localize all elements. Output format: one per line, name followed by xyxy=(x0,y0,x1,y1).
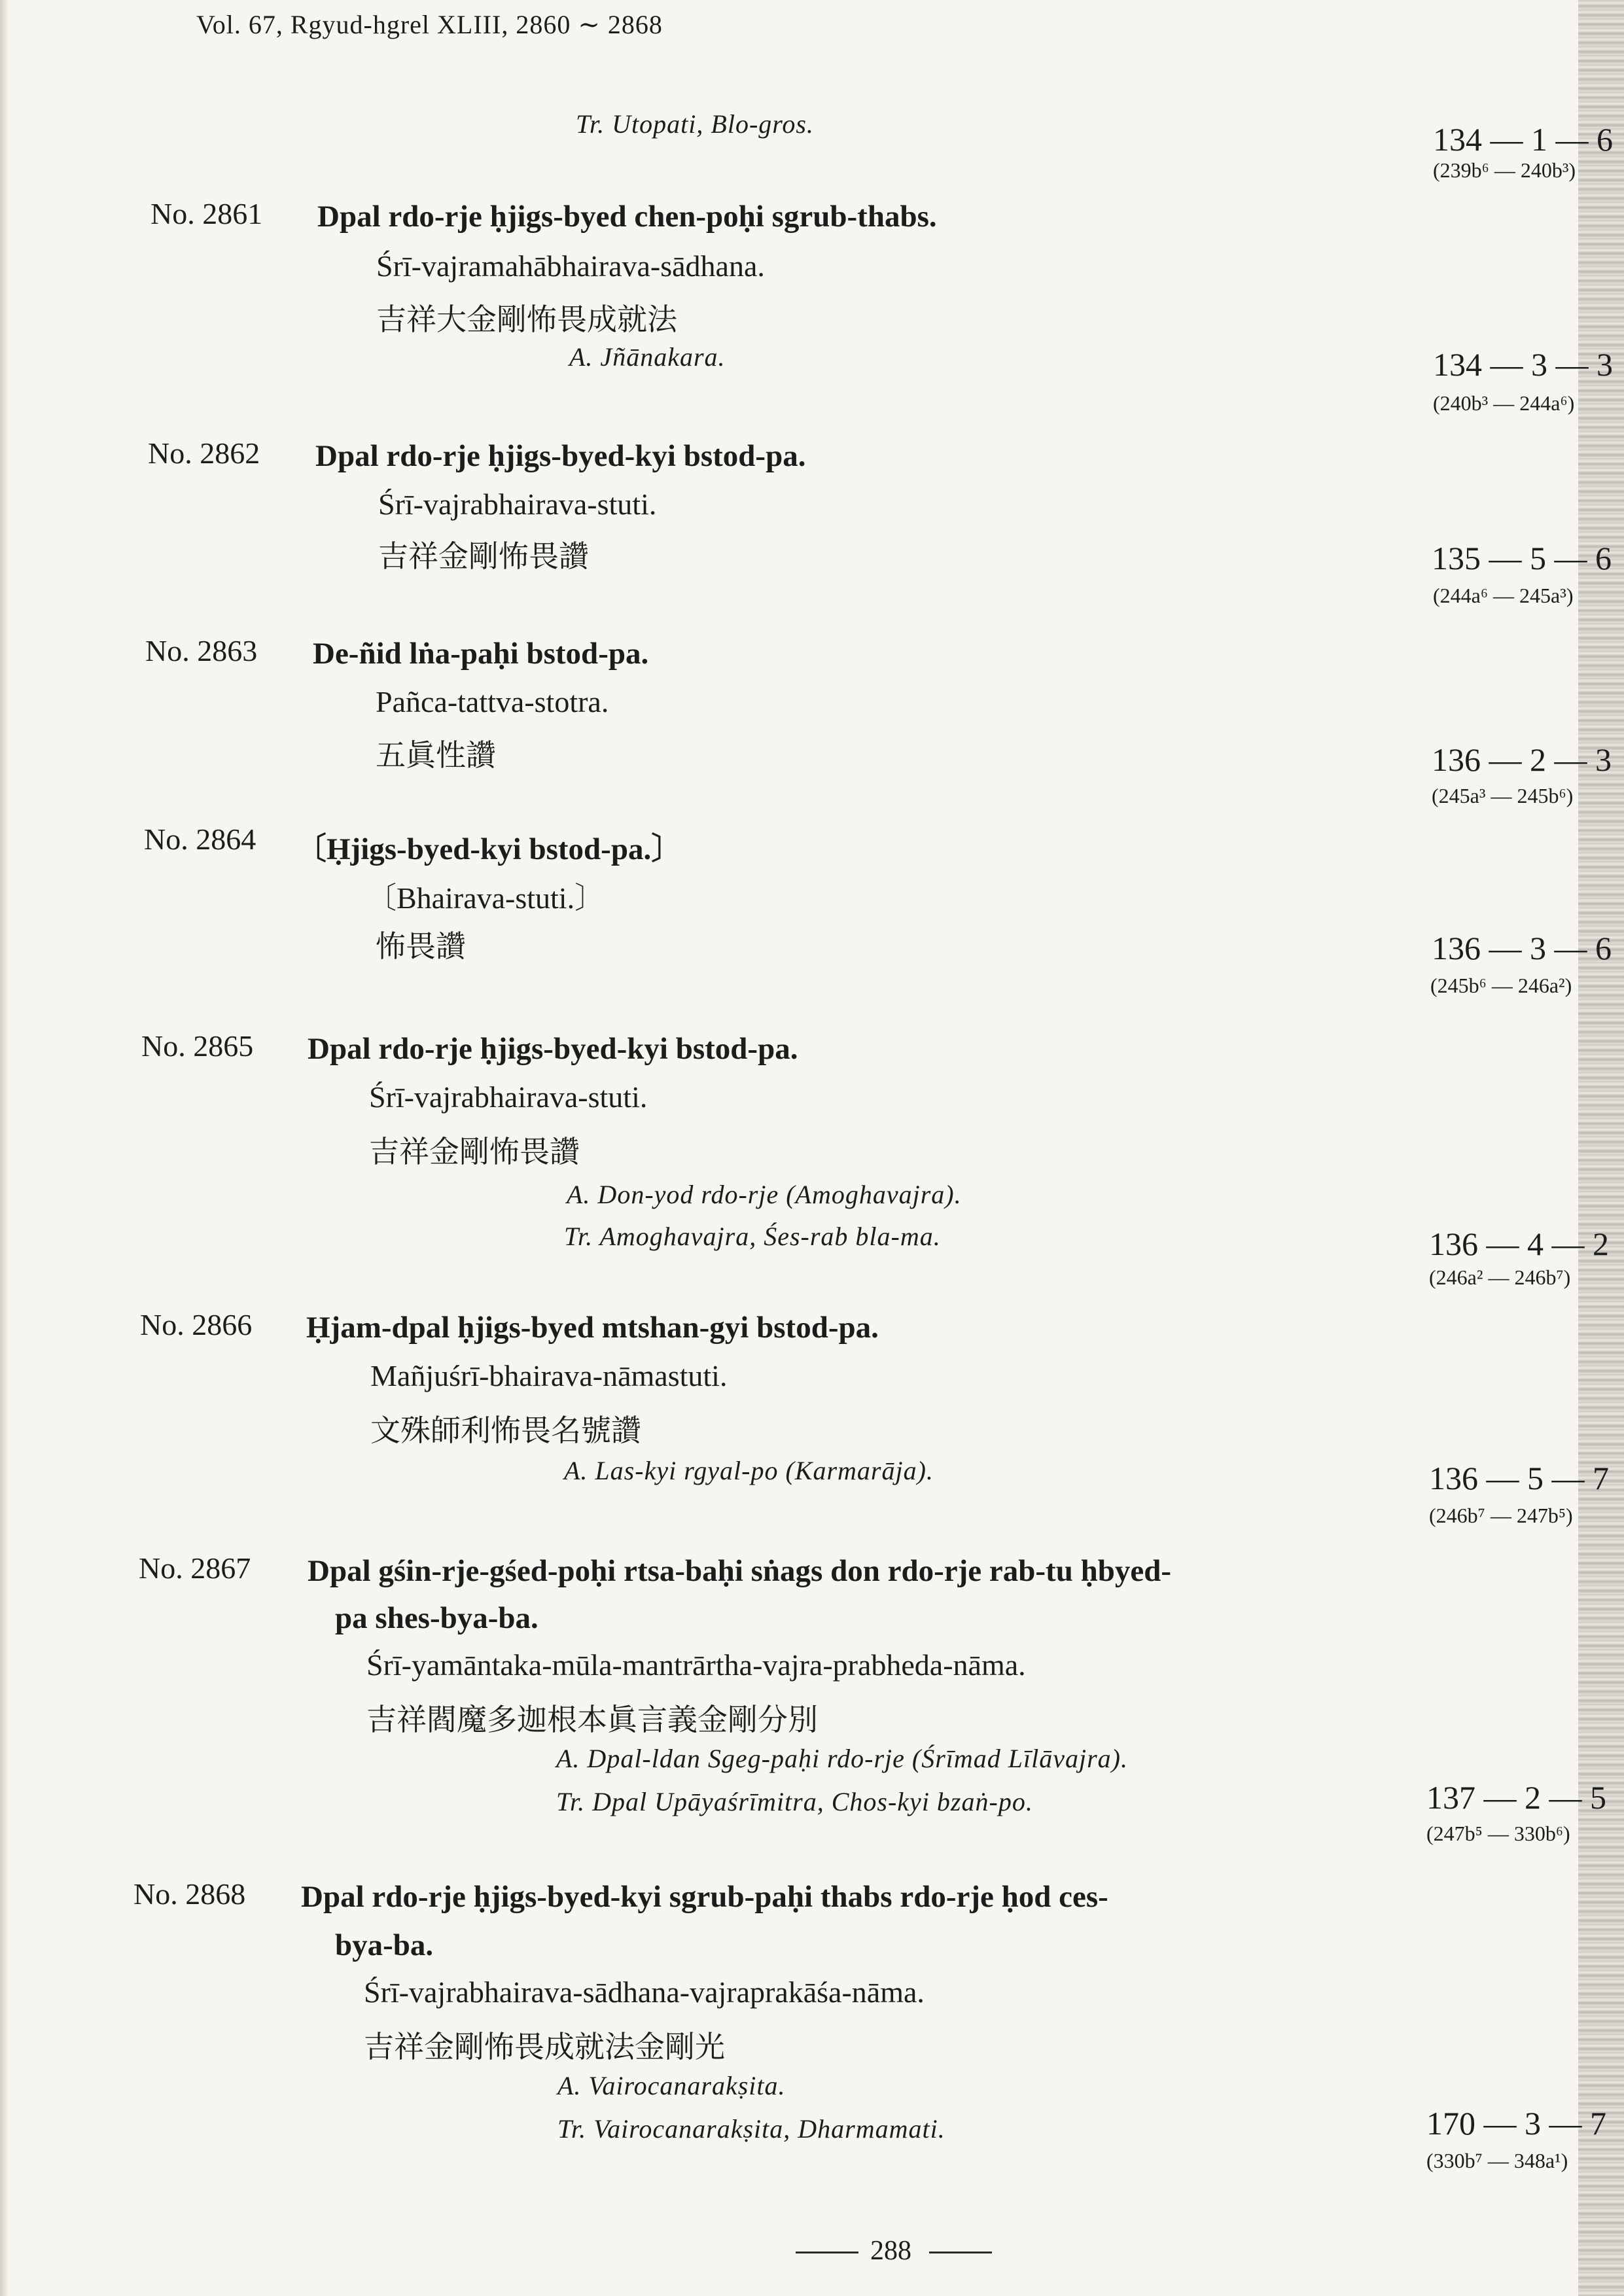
folio-ref: (245b⁶ — 246a²) xyxy=(1430,974,1572,997)
top-ref: 134 — 1 — 6 xyxy=(1433,121,1613,158)
tibetan-title: Ḥjam-dpal ḥjigs-byed mtshan-gyi bstod-pa. xyxy=(306,1311,879,1345)
footer-rule-right xyxy=(929,2252,992,2253)
author-line: A. Vairocanarakṣita. xyxy=(557,2071,786,2100)
translator-line: Tr. Amoghavajra, Śes-rab bla-ma. xyxy=(564,1222,941,1251)
chinese-title: 吉祥金剛怖畏讚 xyxy=(369,1135,580,1169)
top-translator: Tr. Utopati, Blo-gros. xyxy=(576,109,814,139)
catalog-ref: 136 — 3 — 6 xyxy=(1432,930,1612,966)
translator-line: Tr. Vairocanarakṣita, Dharmamati. xyxy=(557,2114,945,2144)
author-line: A. Las-kyi rgyal-po (Karmarāja). xyxy=(564,1456,934,1485)
translator-line: Tr. Dpal Upāyaśrīmitra, Chos-kyi bzaṅ-po. xyxy=(556,1787,1033,1816)
tibetan-title-continued: pa shes-bya-ba. xyxy=(335,1601,538,1635)
chinese-title: 吉祥金剛怖畏成就法金剛光 xyxy=(364,2030,725,2064)
chinese-title: 吉祥金剛怖畏讚 xyxy=(378,540,589,573)
folio-ref: (245a³ — 245b⁶) xyxy=(1432,784,1574,807)
page-number: 288 xyxy=(870,2236,911,2266)
tibetan-title: Dpal rdo-rje ḥjigs-byed-kyi bstod-pa. xyxy=(308,1032,798,1066)
sanskrit-title: Śrī-vajrabhairava-stuti. xyxy=(378,487,657,521)
author-line: A. Jñānakara. xyxy=(569,342,726,372)
folio-ref: (246a² — 246b⁷) xyxy=(1429,1265,1571,1289)
entry-number: No. 2868 xyxy=(133,1877,246,1911)
sanskrit-title: 〔Bhairava-stuti.〕 xyxy=(366,881,605,915)
sanskrit-title: Śrī-vajramahābhairava-sādhana. xyxy=(376,249,765,283)
entry-number: No. 2861 xyxy=(150,197,263,230)
top-ref-folio: (239b⁶ — 240b³) xyxy=(1433,158,1576,182)
running-header: Vol. 67, Rgyud-hgrel XLIII, 2860 ∼ 2868 xyxy=(196,10,663,39)
sanskrit-title: Pañca-tattva-stotra. xyxy=(376,685,609,718)
entry-number: No. 2865 xyxy=(141,1029,254,1063)
catalog-ref: 170 — 3 — 7 xyxy=(1426,2105,1606,2142)
chinese-title: 怖畏讚 xyxy=(376,930,466,963)
catalog-ref: 136 — 2 — 3 xyxy=(1432,741,1612,778)
catalog-ref: 137 — 2 — 5 xyxy=(1426,1779,1606,1816)
page-edge-left xyxy=(0,0,9,2296)
catalog-ref: 136 — 5 — 7 xyxy=(1429,1460,1609,1496)
entry-number: No. 2863 xyxy=(145,634,258,667)
catalog-ref: 135 — 5 — 6 xyxy=(1432,540,1612,576)
folio-ref: (330b⁷ — 348a¹) xyxy=(1426,2149,1568,2172)
chinese-title: 吉祥閻魔多迦根本眞言義金剛分別 xyxy=(366,1703,818,1737)
catalog-ref: 134 — 3 — 3 xyxy=(1433,346,1613,383)
footer-rule-left xyxy=(796,2252,858,2253)
tibetan-title: Dpal rdo-rje ḥjigs-byed-kyi sgrub-paḥi thabs rdo-rje ḥod ces- xyxy=(301,1880,1108,1914)
catalog-ref: 136 — 4 — 2 xyxy=(1429,1226,1609,1262)
chinese-title: 文殊師利怖畏名號讚 xyxy=(370,1414,641,1447)
sanskrit-title: Śrī-vajrabhairava-stuti. xyxy=(369,1080,648,1114)
tibetan-title-continued: bya-ba. xyxy=(335,1928,434,1962)
folio-ref: (240b³ — 244a⁶) xyxy=(1433,391,1575,415)
tibetan-title: Dpal rdo-rje ḥjigs-byed chen-poḥi sgrub-thabs. xyxy=(317,200,937,234)
folio-ref: (247b⁵ — 330b⁶) xyxy=(1426,1822,1570,1845)
page-edge-right xyxy=(1578,0,1624,2296)
chinese-title: 五眞性讚 xyxy=(376,739,496,772)
folio-ref: (244a⁶ — 245a³) xyxy=(1433,584,1574,607)
chinese-title: 吉祥大金剛怖畏成就法 xyxy=(376,303,677,336)
tibetan-title: De-ñid lṅa-paḥi bstod-pa. xyxy=(313,637,649,671)
sanskrit-title: Śrī-yamāntaka-mūla-mantrārtha-vajra-prabheda-nāma. xyxy=(366,1648,1026,1682)
entry-number: No. 2864 xyxy=(144,822,256,856)
entry-number: No. 2867 xyxy=(139,1551,251,1585)
entry-number: No. 2866 xyxy=(140,1308,253,1341)
tibetan-title: Dpal rdo-rje ḥjigs-byed-kyi bstod-pa. xyxy=(315,439,806,473)
tibetan-title: 〔Ḥjigs-byed-kyi bstod-pa.〕 xyxy=(296,832,682,866)
sanskrit-title: Śrī-vajrabhairava-sādhana-vajraprakāśa-nāma. xyxy=(364,1975,925,2009)
tibetan-title: Dpal gśin-rje-gśed-poḥi rtsa-baḥi sṅags don rdo-rje rab-tu ḥbyed- xyxy=(308,1554,1172,1588)
author-line: A. Dpal-ldan Sgeg-paḥi rdo-rje (Śrīmad Līlāvajra). xyxy=(556,1744,1129,1773)
author-line: A. Don-yod rdo-rje (Amoghavajra). xyxy=(567,1180,962,1209)
folio-ref: (246b⁷ — 247b⁵) xyxy=(1429,1504,1573,1527)
sanskrit-title: Mañjuśrī-bhairava-nāmastuti. xyxy=(370,1359,728,1392)
entry-number: No. 2862 xyxy=(148,436,260,470)
